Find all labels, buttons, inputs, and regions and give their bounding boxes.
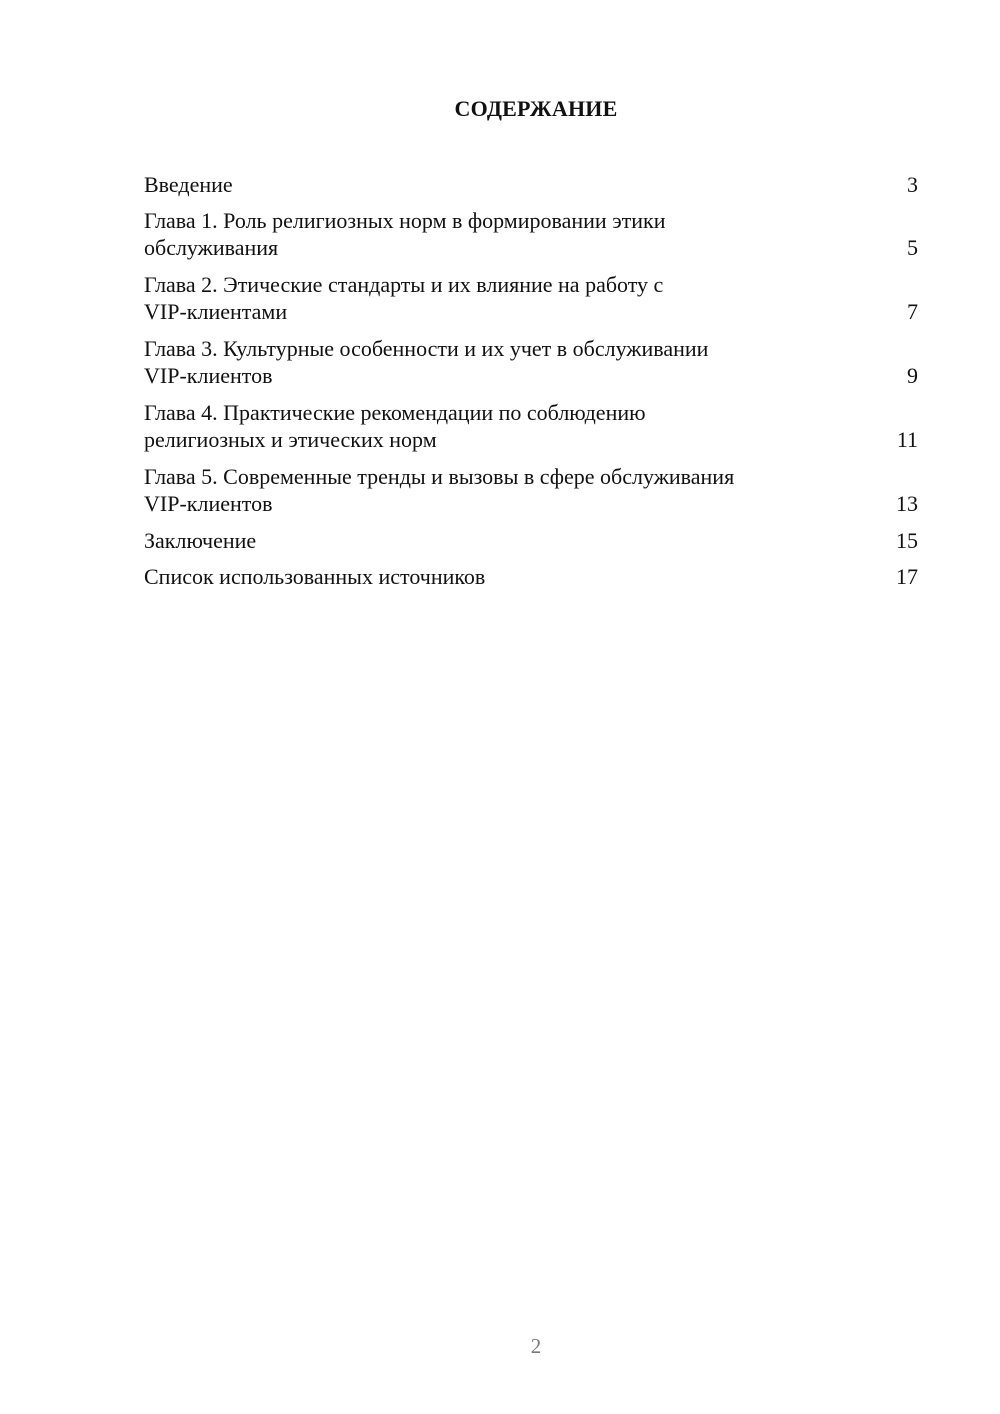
toc-entry-title: Введение [144, 172, 233, 197]
page-title: СОДЕРЖАНИЕ [454, 96, 618, 121]
toc-entry-chapter-2 [144, 271, 918, 325]
toc-entry-chapter-3 [144, 335, 918, 389]
toc-entry-page: 15 [896, 528, 918, 553]
toc-entry-title: Глава 3. Культурные особенности и их учет в обслуживании VIP-клиентов [144, 336, 709, 388]
toc-entry-page: 11 [896, 427, 918, 452]
table-of-contents [144, 171, 918, 599]
toc-entry-title: Глава 1. Роль религиозных норм в формировании этики обслуживания [144, 208, 666, 260]
toc-entry-page: 17 [896, 564, 918, 589]
toc-entry-introduction [144, 171, 918, 198]
toc-entry-conclusion [144, 527, 918, 554]
toc-entry-title: Глава 2. Этические стандарты и их влияние на работу с VIP-клиентами [144, 272, 664, 324]
page-number: 2 [530, 1334, 542, 1358]
toc-entry-title: Список использованных источников [144, 564, 486, 589]
toc-entry-references [144, 563, 918, 590]
toc-entry-title: Заключение [144, 528, 257, 553]
toc-entry-chapter-5 [144, 463, 918, 517]
toc-entry-page: 9 [907, 363, 918, 388]
toc-entry-page: 13 [896, 491, 918, 516]
toc-entry-title: Глава 4. Практические рекомендации по соблюдению религиозных и этических норм [144, 400, 646, 452]
toc-entry-page: 3 [907, 172, 918, 197]
toc-entry-chapter-1 [144, 207, 918, 261]
toc-entry-page: 7 [907, 299, 918, 324]
toc-entry-chapter-4 [144, 399, 918, 453]
toc-entry-page: 5 [907, 235, 918, 260]
toc-entry-title: Глава 5. Современные тренды и вызовы в сфере обслуживания VIP-клиентов [144, 464, 735, 516]
